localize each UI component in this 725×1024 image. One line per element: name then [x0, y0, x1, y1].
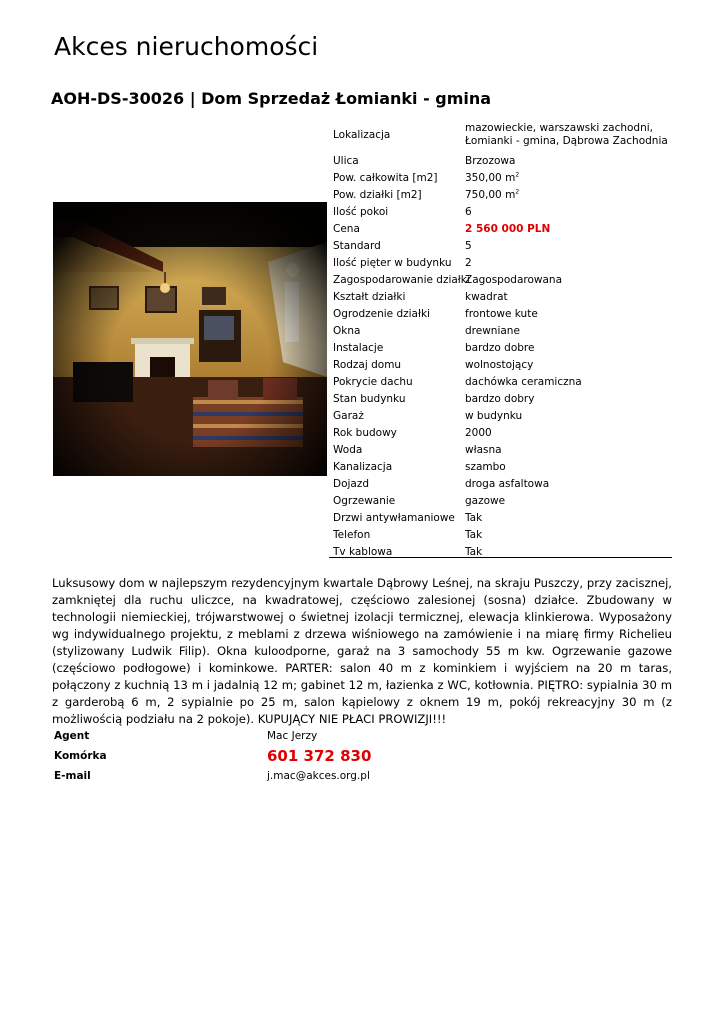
detail-value [465, 357, 671, 374]
detail-row [333, 272, 671, 289]
detail-label: Ilość pięter w budynku [333, 257, 452, 269]
detail-value [465, 306, 671, 323]
detail-label: Okna [333, 325, 361, 337]
detail-value-text: własna [465, 444, 502, 456]
detail-row [333, 122, 671, 148]
property-description: Luksusowy dom w najlepszym rezydencyjnym kwartale Dąbrowy Leśnej, na skraju Puszczy, przy zacisznej, zamkniętej dla ruchu uliczce, na kwadratowej, częściowo zalesionej (sosna) działce. Zbudowany w technologii niemieckiej, trójwarstwowej o świetnej izolacji termicznej, elewacja klinkierowa. Wyposażony wg indywidualnego projektu, z meblami z drzewa wiśniowego na zamówienie i na miarę firmy Richelieu (stylizowany Ludwik Filip). Okna kuloodporne, garaż na 3 samochody 55 m kw. Ogrzewanie gazowe (częściowo podłogowe) i kominkowe. PARTER: salon 40 m z kominkiem i wyjściem na 20 m taras, połączony z kuchnią 13 m i jadalnią 12 m; gabinet 12 m, łazienka z WC, kotłownia. PIĘTRO: sypialnia 30 m z garderobą 6 m, 2 sypialnie po 25 m, salon kąpielowy z oknem 19 m, pokój rekreacyjny 30 m (z możliwością podziału na 2 pokoje). KUPUJĄCY NIE PŁACI PROWIZJI!!! [52, 576, 672, 726]
detail-value-text: 5 [465, 240, 472, 252]
detail-label: Pow. całkowita [m2] [333, 172, 438, 184]
detail-value [465, 170, 671, 187]
detail-row [333, 153, 671, 170]
detail-value-text: kwadrat [465, 291, 508, 303]
detail-value-text: Brzozowa [465, 155, 516, 167]
detail-label: Standard [333, 240, 381, 252]
detail-value [465, 204, 671, 221]
mobile-number[interactable]: 601 372 830 [267, 747, 372, 765]
company-name: Akces nieruchomości [54, 32, 319, 61]
detail-value-text: 750,00 m [465, 189, 516, 201]
detail-label: Pokrycie dachu [333, 376, 413, 388]
detail-value [465, 153, 671, 170]
detail-label: Ogrzewanie [333, 495, 396, 507]
detail-row [333, 476, 671, 493]
detail-row [333, 323, 671, 340]
detail-value [465, 442, 671, 459]
detail-label: Instalacje [333, 342, 384, 354]
detail-value [465, 187, 671, 204]
detail-value-text: Tak [465, 546, 483, 558]
detail-label: Ulica [333, 155, 359, 167]
detail-value [465, 289, 671, 306]
detail-label: Ilość pokoi [333, 206, 389, 218]
detail-row [333, 493, 671, 510]
detail-row [333, 510, 671, 527]
detail-row [333, 187, 671, 204]
agent-name: Mac Jerzy [267, 730, 318, 742]
detail-row [333, 357, 671, 374]
detail-value [465, 408, 671, 425]
detail-label: Lokalizacja [333, 129, 391, 141]
detail-value [465, 544, 671, 561]
detail-row [333, 459, 671, 476]
detail-value-text: szambo [465, 461, 506, 473]
detail-value-text: bardzo dobry [465, 393, 535, 405]
detail-value-text: drewniane [465, 325, 520, 337]
detail-row [333, 544, 671, 561]
detail-label: Tv kablowa [333, 546, 393, 558]
detail-value [465, 255, 671, 272]
details-divider [329, 557, 672, 558]
detail-row [333, 238, 671, 255]
detail-value-text: 350,00 m [465, 172, 516, 184]
detail-value [465, 323, 671, 340]
detail-row [333, 221, 671, 238]
detail-value-text: bardzo dobre [465, 342, 535, 354]
detail-label: Dojazd [333, 478, 370, 490]
detail-value-text: Tak [465, 512, 483, 524]
detail-label: Kanalizacja [333, 461, 393, 473]
detail-value-text: mazowieckie, warszawski zachodni, Łomianki - gmina, Dąbrowa Zachodnia [465, 122, 668, 147]
detail-value [465, 425, 671, 442]
detail-value-text: w budynku [465, 410, 523, 422]
detail-value-text: 2 [465, 257, 472, 269]
detail-value [465, 476, 671, 493]
detail-label: Stan budynku [333, 393, 406, 405]
detail-label: Woda [333, 444, 363, 456]
agent-label: Agent [54, 730, 90, 742]
detail-label: Drzwi antywłamaniowe [333, 512, 455, 524]
detail-label: Rok budowy [333, 427, 397, 439]
agent-contact [54, 726, 371, 786]
detail-value [465, 493, 671, 510]
detail-label: Cena [333, 223, 360, 235]
detail-value [465, 459, 671, 476]
detail-row [333, 204, 671, 221]
detail-label: Rodzaj domu [333, 359, 402, 371]
detail-row [333, 289, 671, 306]
detail-value-text: 2 560 000 PLN [465, 223, 551, 235]
property-details-table [333, 122, 671, 561]
detail-row [333, 391, 671, 408]
detail-value-text: droga asfaltowa [465, 478, 550, 490]
detail-label: Telefon [333, 529, 371, 541]
detail-row [333, 306, 671, 323]
email-address[interactable]: j.mac@akces.org.pl [267, 770, 370, 782]
detail-value-text: Zagospodarowana [465, 274, 562, 286]
detail-value [465, 527, 671, 544]
listing-title: AOH-DS-30026 | Dom Sprzedaż Łomianki - gmina [51, 89, 492, 108]
detail-label: Zagospodarowanie działki [333, 274, 470, 286]
detail-value-text: 6 [465, 206, 472, 218]
detail-value [465, 510, 671, 527]
email-row [54, 766, 371, 786]
detail-label: Kształt działki [333, 291, 406, 303]
property-photo [53, 202, 327, 476]
detail-value [465, 238, 671, 255]
agent-row [54, 726, 371, 746]
detail-row [333, 527, 671, 544]
detail-value-text: dachówka ceramiczna [465, 376, 582, 388]
detail-row [333, 425, 671, 442]
detail-value [465, 122, 671, 148]
email-label: E-mail [54, 770, 91, 782]
detail-row [333, 170, 671, 187]
detail-value [465, 272, 671, 289]
detail-value-text: gazowe [465, 495, 506, 507]
detail-value-text: frontowe kute [465, 308, 538, 320]
detail-value [465, 391, 671, 408]
detail-label: Garaż [333, 410, 364, 422]
detail-row [333, 340, 671, 357]
unit-superscript: 2 [515, 188, 520, 196]
detail-value-text: 2000 [465, 427, 492, 439]
detail-value-text: wolnostojący [465, 359, 534, 371]
detail-value [465, 340, 671, 357]
detail-row [333, 255, 671, 272]
detail-value [465, 221, 671, 238]
detail-value [465, 374, 671, 391]
mobile-row [54, 746, 371, 766]
unit-superscript: 2 [515, 171, 520, 179]
detail-row [333, 442, 671, 459]
mobile-label: Komórka [54, 750, 107, 762]
detail-label: Pow. działki [m2] [333, 189, 422, 201]
detail-value-text: Tak [465, 529, 483, 541]
detail-row [333, 408, 671, 425]
detail-label: Ogrodzenie działki [333, 308, 430, 320]
detail-row [333, 374, 671, 391]
